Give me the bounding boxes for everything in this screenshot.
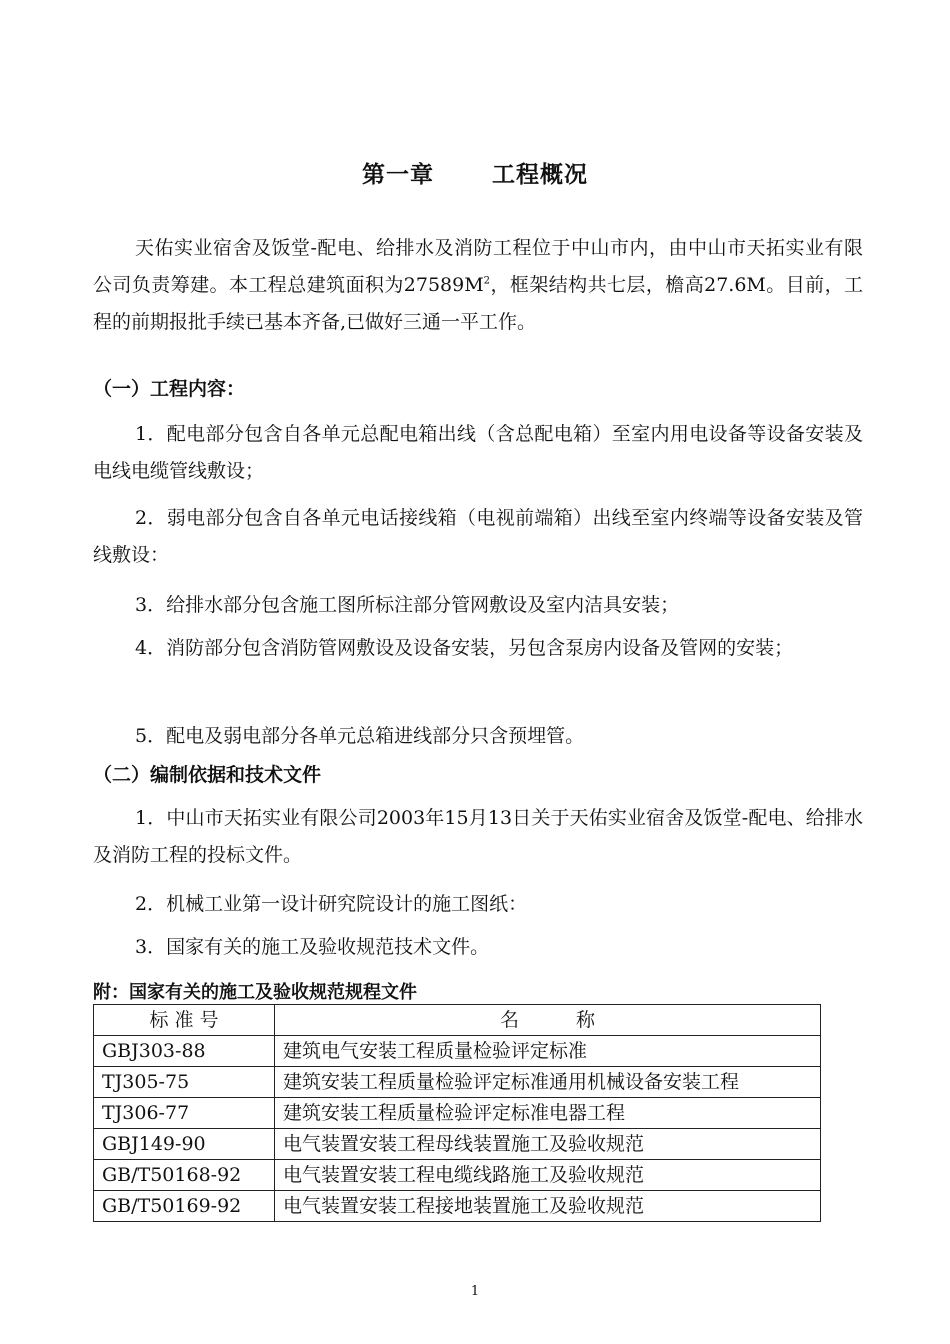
header-name: 名 称 [275, 1005, 821, 1036]
annex-title: 附：国家有关的施工及验收规范规程文件 [93, 982, 417, 1003]
header-code: 标 准 号 [94, 1005, 275, 1036]
standard-name: 建筑安装工程质量检验评定标准电器工程 [275, 1098, 821, 1129]
content-item-3: 3．给排水部分包含施工图所标注部分管网敷设及室内洁具安装； [135, 594, 680, 616]
basis-item-1: 1．中山市天拓实业有限公司2003年15月13日关于天佑实业宿舍及饭堂-配电、给排水及消防工程的投标文件。 [93, 807, 863, 866]
content-item-5: 5．配电及弱电部分各单元总箱进线部分只含预埋管。 [135, 725, 585, 747]
table-row [94, 1036, 821, 1067]
table-header-row [94, 1005, 821, 1036]
standard-code: GBJ149-90 [94, 1129, 275, 1160]
standard-code: TJ306-77 [94, 1098, 275, 1129]
table-row [94, 1129, 821, 1160]
table-row [94, 1098, 821, 1129]
standards-table [93, 1004, 821, 1222]
chapter-heading: 工程概况 [492, 162, 588, 188]
section-heading-basis: （二）编制依据和技术文件 [93, 764, 322, 786]
standard-code: GBJ303-88 [94, 1036, 275, 1067]
table-row [94, 1160, 821, 1191]
standard-name: 建筑安装工程质量检验评定标准通用机械设备安装工程 [275, 1067, 821, 1098]
standard-code: GB/T50168-92 [94, 1160, 275, 1191]
chapter-title [0, 156, 950, 189]
superscript-2: 2 [483, 275, 491, 287]
table-row [94, 1067, 821, 1098]
standard-name: 电气装置安装工程电缆线路施工及验收规范 [275, 1160, 821, 1191]
content-item-1: 1．配电部分包含自各单元总配电箱出线（含总配电箱）至室内用电设备等设备安装及电线电缆管线敷设； [93, 423, 863, 482]
standard-name: 电气装置安装工程接地装置施工及验收规范 [275, 1191, 821, 1222]
basis-item-3: 3．国家有关的施工及验收规范技术文件。 [135, 936, 490, 958]
standard-name: 建筑电气安装工程质量检验评定标准 [275, 1036, 821, 1067]
standard-code: TJ305-75 [94, 1067, 275, 1098]
content-item-4: 4．消防部分包含消防管网敷设及设备安装，另包含泵房内设备及管网的安装； [135, 637, 794, 659]
table-row [94, 1191, 821, 1222]
chapter-number: 第一章 [362, 162, 434, 188]
standard-name: 电气装置安装工程母线装置施工及验收规范 [275, 1129, 821, 1160]
content-item-2: 2．弱电部分包含自各单元电话接线箱（电视前端箱）出线至室内终端等设备安装及管线敷设： [93, 507, 863, 566]
standard-code: GB/T50169-92 [94, 1191, 275, 1222]
basis-item-2: 2．机械工业第一设计研究院设计的施工图纸： [135, 893, 528, 915]
intro-paragraph: 天佑实业宿舍及饭堂-配电、给排水及消防工程位于中山市内，由中山市天拓实业有限公司负责筹建。本工程总建筑面积为$27589M^2$，框架结构共七层，檐高27.6M。目前，工程的前期报批手续已基本齐备,已做好三通一平工作。 [93, 237, 863, 333]
section-heading-content: （一）工程内容： [93, 378, 246, 400]
page-number: 1 [470, 1284, 480, 1299]
